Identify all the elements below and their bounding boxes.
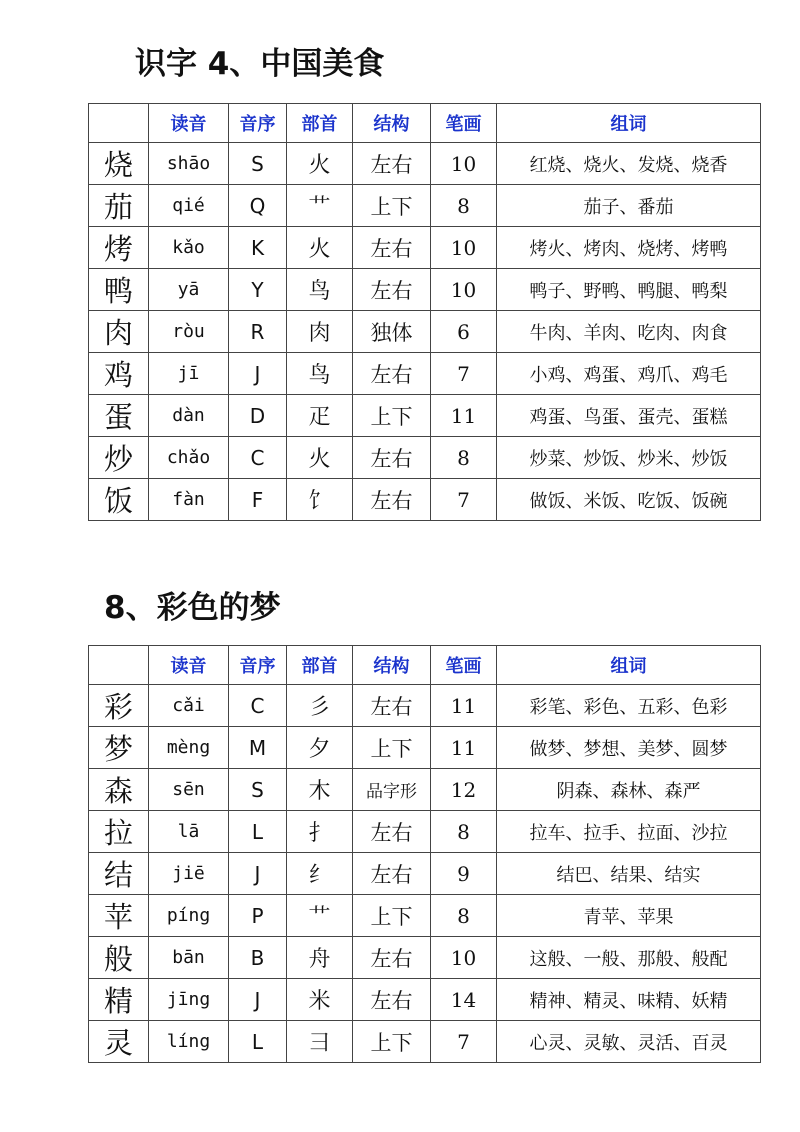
char-cell: 梦 — [89, 727, 149, 769]
section-2-table — [88, 645, 761, 1063]
structure-cell: 左右 — [353, 685, 431, 727]
pinyin-cell: lā — [149, 811, 229, 853]
table-row — [89, 895, 761, 937]
words-cell: 茄子、番茄 — [497, 185, 761, 227]
words-cell: 小鸡、鸡蛋、鸡爪、鸡毛 — [497, 353, 761, 395]
letter-cell: K — [229, 227, 287, 269]
pinyin-cell: qié — [149, 185, 229, 227]
header-pinyin: 读音 — [149, 104, 229, 143]
header-radical: 部首 — [287, 104, 353, 143]
radical-cell: 鸟 — [287, 269, 353, 311]
radical-cell: 舟 — [287, 937, 353, 979]
radical-cell: 疋 — [287, 395, 353, 437]
letter-cell: D — [229, 395, 287, 437]
radical-cell: 饣 — [287, 479, 353, 521]
header-pinyin: 读音 — [149, 646, 229, 685]
section-1-table — [88, 103, 761, 521]
strokes-cell: 10 — [431, 143, 497, 185]
section-2-title: 8、彩色的梦 — [104, 590, 281, 626]
header-char — [89, 646, 149, 685]
pinyin-cell: dàn — [149, 395, 229, 437]
words-cell: 拉车、拉手、拉面、沙拉 — [497, 811, 761, 853]
strokes-cell: 11 — [431, 395, 497, 437]
header-structure: 结构 — [353, 104, 431, 143]
table-row — [89, 853, 761, 895]
structure-cell: 左右 — [353, 937, 431, 979]
words-cell: 炒菜、炒饭、炒米、炒饭 — [497, 437, 761, 479]
pinyin-cell: mèng — [149, 727, 229, 769]
structure-cell: 左右 — [353, 143, 431, 185]
char-cell: 苹 — [89, 895, 149, 937]
strokes-cell: 8 — [431, 185, 497, 227]
radical-cell: 彐 — [287, 1021, 353, 1063]
header-char — [89, 104, 149, 143]
pinyin-cell: sēn — [149, 769, 229, 811]
letter-cell: L — [229, 1021, 287, 1063]
strokes-cell: 8 — [431, 437, 497, 479]
pinyin-cell: yā — [149, 269, 229, 311]
section-1-title: 识字 4、中国美食 — [135, 46, 385, 82]
radical-cell: 艹 — [287, 895, 353, 937]
char-cell: 炒 — [89, 437, 149, 479]
words-cell: 彩笔、彩色、五彩、色彩 — [497, 685, 761, 727]
words-cell: 做饭、米饭、吃饭、饭碗 — [497, 479, 761, 521]
letter-cell: J — [229, 353, 287, 395]
section-1-rows — [89, 143, 761, 521]
letter-cell: R — [229, 311, 287, 353]
radical-cell: 火 — [287, 227, 353, 269]
table-row — [89, 979, 761, 1021]
strokes-cell: 11 — [431, 727, 497, 769]
char-cell: 拉 — [89, 811, 149, 853]
char-cell: 鸡 — [89, 353, 149, 395]
radical-cell: 彡 — [287, 685, 353, 727]
letter-cell: J — [229, 853, 287, 895]
letter-cell: C — [229, 685, 287, 727]
letter-cell: S — [229, 143, 287, 185]
words-cell: 鸭子、野鸭、鸭腿、鸭梨 — [497, 269, 761, 311]
char-cell: 灵 — [89, 1021, 149, 1063]
letter-cell: P — [229, 895, 287, 937]
table-row — [89, 437, 761, 479]
letter-cell: C — [229, 437, 287, 479]
letter-cell: J — [229, 979, 287, 1021]
letter-cell: S — [229, 769, 287, 811]
header-radical: 部首 — [287, 646, 353, 685]
structure-cell: 上下 — [353, 895, 431, 937]
pinyin-cell: kǎo — [149, 227, 229, 269]
radical-cell: 米 — [287, 979, 353, 1021]
table-row — [89, 227, 761, 269]
words-cell: 红烧、烧火、发烧、烧香 — [497, 143, 761, 185]
table-row — [89, 727, 761, 769]
structure-cell: 左右 — [353, 853, 431, 895]
words-cell: 青苹、苹果 — [497, 895, 761, 937]
table-row — [89, 811, 761, 853]
strokes-cell: 8 — [431, 811, 497, 853]
radical-cell: 木 — [287, 769, 353, 811]
table-row — [89, 685, 761, 727]
table-row — [89, 353, 761, 395]
strokes-cell: 12 — [431, 769, 497, 811]
words-cell: 牛肉、羊肉、吃肉、肉食 — [497, 311, 761, 353]
header-structure: 结构 — [353, 646, 431, 685]
structure-cell: 左右 — [353, 227, 431, 269]
strokes-cell: 7 — [431, 479, 497, 521]
table-row — [89, 479, 761, 521]
radical-cell: 鸟 — [287, 353, 353, 395]
words-cell: 鸡蛋、鸟蛋、蛋壳、蛋糕 — [497, 395, 761, 437]
strokes-cell: 14 — [431, 979, 497, 1021]
structure-cell: 左右 — [353, 269, 431, 311]
pinyin-cell: jīng — [149, 979, 229, 1021]
structure-cell: 左右 — [353, 437, 431, 479]
header-strokes: 笔画 — [431, 646, 497, 685]
radical-cell: 扌 — [287, 811, 353, 853]
radical-cell: 火 — [287, 437, 353, 479]
table-row — [89, 769, 761, 811]
radical-cell: 肉 — [287, 311, 353, 353]
header-letter: 音序 — [229, 646, 287, 685]
radical-cell: 艹 — [287, 185, 353, 227]
table-row — [89, 185, 761, 227]
char-cell: 茄 — [89, 185, 149, 227]
table-header-row — [89, 104, 761, 143]
words-cell: 精神、精灵、味精、妖精 — [497, 979, 761, 1021]
strokes-cell: 7 — [431, 1021, 497, 1063]
char-cell: 精 — [89, 979, 149, 1021]
char-cell: 饭 — [89, 479, 149, 521]
pinyin-cell: jī — [149, 353, 229, 395]
words-cell: 结巴、结果、结实 — [497, 853, 761, 895]
table-row — [89, 143, 761, 185]
char-cell: 森 — [89, 769, 149, 811]
char-cell: 结 — [89, 853, 149, 895]
letter-cell: F — [229, 479, 287, 521]
strokes-cell: 10 — [431, 227, 497, 269]
words-cell: 做梦、梦想、美梦、圆梦 — [497, 727, 761, 769]
letter-cell: Q — [229, 185, 287, 227]
structure-cell: 上下 — [353, 727, 431, 769]
strokes-cell: 6 — [431, 311, 497, 353]
char-cell: 蛋 — [89, 395, 149, 437]
pinyin-cell: shāo — [149, 143, 229, 185]
structure-cell: 上下 — [353, 395, 431, 437]
table-header-row — [89, 646, 761, 685]
pinyin-cell: cǎi — [149, 685, 229, 727]
table-row — [89, 937, 761, 979]
radical-cell: 夕 — [287, 727, 353, 769]
structure-cell: 左右 — [353, 979, 431, 1021]
strokes-cell: 9 — [431, 853, 497, 895]
pinyin-cell: jiē — [149, 853, 229, 895]
pinyin-cell: ròu — [149, 311, 229, 353]
structure-cell: 左右 — [353, 479, 431, 521]
words-cell: 烤火、烤肉、烧烤、烤鸭 — [497, 227, 761, 269]
pinyin-cell: líng — [149, 1021, 229, 1063]
strokes-cell: 11 — [431, 685, 497, 727]
words-cell: 心灵、灵敏、灵活、百灵 — [497, 1021, 761, 1063]
words-cell: 阴森、森林、森严 — [497, 769, 761, 811]
structure-cell: 上下 — [353, 1021, 431, 1063]
header-words: 组词 — [497, 104, 761, 143]
pinyin-cell: fàn — [149, 479, 229, 521]
table-row — [89, 311, 761, 353]
pinyin-cell: bān — [149, 937, 229, 979]
pinyin-cell: píng — [149, 895, 229, 937]
char-cell: 肉 — [89, 311, 149, 353]
structure-cell: 品字形 — [353, 769, 431, 811]
table-row — [89, 1021, 761, 1063]
words-cell: 这般、一般、那般、般配 — [497, 937, 761, 979]
section-2-rows — [89, 685, 761, 1063]
structure-cell: 独体 — [353, 311, 431, 353]
header-letter: 音序 — [229, 104, 287, 143]
structure-cell: 左右 — [353, 811, 431, 853]
char-cell: 烧 — [89, 143, 149, 185]
letter-cell: M — [229, 727, 287, 769]
strokes-cell: 7 — [431, 353, 497, 395]
char-cell: 彩 — [89, 685, 149, 727]
letter-cell: B — [229, 937, 287, 979]
strokes-cell: 8 — [431, 895, 497, 937]
char-cell: 烤 — [89, 227, 149, 269]
radical-cell: 火 — [287, 143, 353, 185]
strokes-cell: 10 — [431, 937, 497, 979]
char-cell: 般 — [89, 937, 149, 979]
structure-cell: 左右 — [353, 353, 431, 395]
char-cell: 鸭 — [89, 269, 149, 311]
structure-cell: 上下 — [353, 185, 431, 227]
radical-cell: 纟 — [287, 853, 353, 895]
letter-cell: Y — [229, 269, 287, 311]
table-row — [89, 269, 761, 311]
pinyin-cell: chǎo — [149, 437, 229, 479]
letter-cell: L — [229, 811, 287, 853]
strokes-cell: 10 — [431, 269, 497, 311]
table-row — [89, 395, 761, 437]
header-strokes: 笔画 — [431, 104, 497, 143]
header-words: 组词 — [497, 646, 761, 685]
